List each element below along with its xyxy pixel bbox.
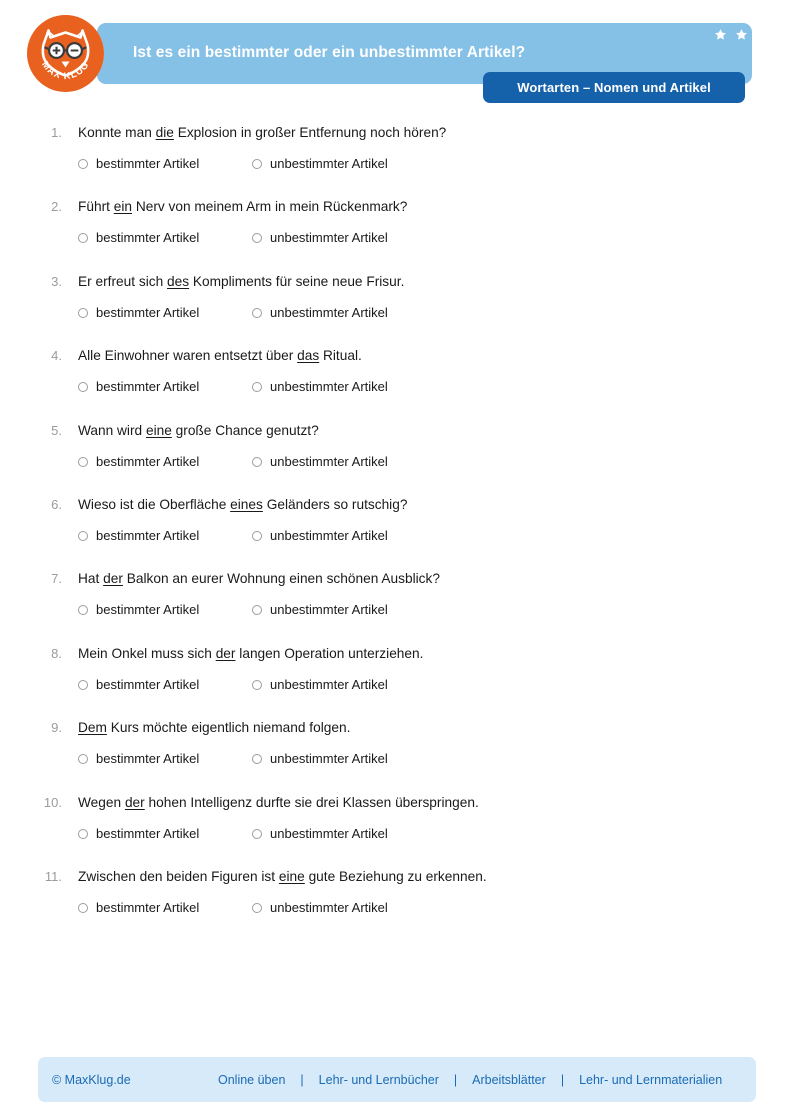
- question-sentence: [78, 792, 764, 814]
- question-line: [0, 345, 794, 367]
- question-item: [0, 345, 794, 397]
- question-item: [0, 494, 794, 546]
- sentence-suffix: Kompliments für seine neue Frisur.: [189, 273, 405, 289]
- question-line: [0, 866, 794, 888]
- footer-links: [216, 1073, 724, 1087]
- question-sentence: [78, 345, 764, 367]
- radio-option-unbestimmter[interactable]: [252, 526, 388, 546]
- sentence-suffix: langen Operation unterziehen.: [235, 645, 424, 661]
- radio-option-bestimmter[interactable]: [78, 452, 199, 472]
- question-number: 3.: [51, 273, 62, 289]
- radio-option-bestimmter[interactable]: [78, 377, 199, 397]
- sentence-prefix: Alle Einwohner waren entsetzt über: [78, 348, 298, 364]
- sentence-prefix: Führt: [78, 199, 114, 215]
- star-rating: [714, 28, 748, 41]
- radio-option-bestimmter[interactable]: [78, 675, 199, 695]
- radio-button[interactable]: [252, 382, 262, 392]
- underlined-article: ein: [113, 199, 133, 215]
- footer-separator: |: [560, 1072, 565, 1087]
- radio-button[interactable]: [78, 233, 88, 243]
- page-header: [0, 0, 794, 118]
- question-item: [0, 717, 794, 769]
- radio-option-unbestimmter[interactable]: [252, 824, 388, 844]
- radio-option-label: bestimmter Artikel: [96, 825, 200, 841]
- sentence-suffix: Explosion in großer Entfernung noch hören?: [173, 125, 447, 140]
- topic-badge-label: Wortarten – Nomen und Artikel: [517, 80, 711, 95]
- radio-option-label: bestimmter Artikel: [96, 527, 200, 543]
- topic-badge: [483, 72, 745, 103]
- answer-options: [0, 452, 794, 472]
- radio-option-label: bestimmter Artikel: [96, 899, 200, 915]
- radio-option-bestimmter[interactable]: [78, 600, 199, 620]
- radio-button[interactable]: [78, 308, 88, 318]
- question-sentence: [78, 420, 764, 442]
- answer-options: [0, 303, 794, 323]
- radio-option-bestimmter[interactable]: [78, 898, 199, 918]
- sentence-prefix: Mein Onkel muss sich: [78, 645, 216, 661]
- answer-options: [0, 675, 794, 695]
- radio-option-label: unbestimmter Artikel: [270, 156, 388, 171]
- question-sentence: [78, 196, 764, 218]
- footer-link[interactable]: Arbeitsblätter: [472, 1072, 546, 1087]
- sentence-prefix: Wann wird: [78, 422, 146, 438]
- maxklug-logo: [27, 15, 104, 92]
- question-sentence: [78, 717, 764, 739]
- radio-button[interactable]: [252, 531, 262, 541]
- radio-option-bestimmter[interactable]: [78, 824, 199, 844]
- question-number: 1.: [51, 125, 62, 140]
- radio-button[interactable]: [78, 754, 88, 764]
- question-line: [0, 122, 794, 144]
- radio-option-label: bestimmter Artikel: [96, 602, 200, 618]
- radio-button[interactable]: [252, 233, 262, 243]
- radio-option-unbestimmter[interactable]: [252, 228, 388, 248]
- question-item: [0, 866, 794, 918]
- question-item: [0, 196, 794, 248]
- radio-option-label: bestimmter Artikel: [96, 156, 200, 171]
- question-sentence: [78, 568, 764, 590]
- answer-options: [0, 600, 794, 620]
- underlined-article: das: [297, 348, 320, 364]
- radio-button[interactable]: [252, 680, 262, 690]
- question-item: [0, 271, 794, 323]
- star-icon: [735, 28, 748, 41]
- radio-option-label: unbestimmter Artikel: [270, 602, 388, 618]
- sentence-prefix: Wieso ist die Oberfläche: [78, 496, 231, 512]
- radio-option-unbestimmter[interactable]: [252, 377, 388, 397]
- sentence-suffix: Kurs möchte eigentlich niemand folgen.: [106, 720, 351, 736]
- answer-options: [0, 228, 794, 248]
- radio-option-unbestimmter[interactable]: [252, 600, 388, 620]
- question-item: [0, 568, 794, 620]
- radio-option-bestimmter[interactable]: [78, 154, 199, 174]
- question-item: [0, 122, 794, 174]
- answer-options: [0, 824, 794, 844]
- radio-option-unbestimmter[interactable]: [252, 452, 388, 472]
- question-sentence: [78, 866, 764, 888]
- radio-button[interactable]: [252, 829, 262, 839]
- radio-button[interactable]: [78, 903, 88, 913]
- sentence-prefix: Konnte man: [78, 125, 156, 140]
- question-line: [0, 494, 794, 516]
- svg-text:MAX KLUG: MAX KLUG: [39, 58, 92, 82]
- radio-option-label: bestimmter Artikel: [96, 676, 200, 692]
- sentence-suffix: hohen Intelligenz durfte sie drei Klassen überspringen.: [144, 794, 479, 810]
- underlined-article: des: [167, 273, 190, 289]
- question-number: 6.: [51, 496, 62, 512]
- sentence-suffix: große Chance genutzt?: [171, 422, 319, 438]
- page-title: Ist es ein bestimmter oder ein unbestimmter Artikel?: [133, 44, 526, 61]
- radio-button[interactable]: [252, 457, 262, 467]
- radio-option-unbestimmter[interactable]: [252, 154, 388, 174]
- radio-button[interactable]: [252, 308, 262, 318]
- sentence-suffix: Geländers so rutschig?: [262, 496, 408, 512]
- radio-option-label: bestimmter Artikel: [96, 304, 200, 320]
- radio-option-label: bestimmter Artikel: [96, 751, 200, 767]
- answer-options: [0, 898, 794, 918]
- question-sentence: [78, 494, 764, 516]
- radio-option-bestimmter[interactable]: [78, 526, 199, 546]
- sentence-suffix: Ritual.: [319, 348, 362, 364]
- question-number: 7.: [51, 571, 62, 587]
- radio-option-unbestimmter[interactable]: [252, 675, 388, 695]
- underlined-article: der: [124, 794, 145, 810]
- question-line: [0, 643, 794, 665]
- underlined-article: eine: [145, 422, 172, 438]
- sentence-prefix: Hat: [78, 571, 104, 587]
- question-number: 2.: [51, 199, 62, 215]
- answer-options: [0, 377, 794, 397]
- question-number: 5.: [51, 422, 62, 438]
- footer-link[interactable]: Online üben: [218, 1072, 286, 1087]
- question-line: [0, 196, 794, 218]
- answer-options: [0, 526, 794, 546]
- radio-button[interactable]: [78, 159, 88, 169]
- question-line: [0, 271, 794, 293]
- radio-option-unbestimmter[interactable]: [252, 898, 388, 918]
- radio-button[interactable]: [78, 605, 88, 615]
- question-line: [0, 420, 794, 442]
- footer-separator: |: [300, 1072, 304, 1087]
- question-number: 10.: [43, 794, 62, 810]
- question-sentence: [78, 271, 764, 293]
- radio-button[interactable]: [78, 531, 88, 541]
- radio-option-label: unbestimmter Artikel: [270, 230, 388, 246]
- answer-options: [0, 154, 794, 174]
- copyright-label: © MaxKlug.de: [52, 1072, 131, 1087]
- radio-button[interactable]: [78, 457, 88, 467]
- question-sentence: [78, 122, 764, 144]
- radio-button[interactable]: [78, 829, 88, 839]
- radio-option-label: unbestimmter Artikel: [270, 304, 388, 320]
- radio-option-label: unbestimmter Artikel: [270, 676, 388, 692]
- radio-button[interactable]: [252, 754, 262, 764]
- radio-button[interactable]: [252, 605, 262, 615]
- radio-button[interactable]: [78, 382, 88, 392]
- radio-button[interactable]: [78, 680, 88, 690]
- sentence-prefix: Zwischen den beiden Figuren ist: [78, 868, 279, 884]
- footer-link[interactable]: Lehr- und Lernbücher: [318, 1072, 439, 1087]
- question-item: [0, 420, 794, 472]
- worksheet-questions: [0, 122, 794, 940]
- underlined-article: die: [155, 125, 174, 140]
- sentence-suffix: Nerv von meinem Arm in mein Rückenmark?: [132, 199, 408, 215]
- question-number: 8.: [51, 645, 62, 661]
- radio-option-label: unbestimmter Artikel: [270, 751, 388, 767]
- radio-option-label: unbestimmter Artikel: [270, 379, 388, 395]
- page-footer: [38, 1057, 756, 1102]
- radio-button[interactable]: [252, 903, 262, 913]
- radio-option-unbestimmter[interactable]: [252, 303, 388, 323]
- radio-option-label: bestimmter Artikel: [96, 379, 200, 395]
- footer-separator: |: [453, 1072, 458, 1087]
- radio-button[interactable]: [252, 159, 262, 169]
- underlined-article: eine: [278, 868, 305, 884]
- sentence-prefix: Er erfreut sich: [78, 273, 167, 289]
- question-item: [0, 792, 794, 844]
- question-line: [0, 792, 794, 814]
- radio-option-label: unbestimmter Artikel: [270, 899, 388, 915]
- radio-option-bestimmter[interactable]: [78, 303, 199, 323]
- footer-link[interactable]: Lehr- und Lernmaterialien: [579, 1072, 723, 1087]
- answer-options: [0, 749, 794, 769]
- question-sentence: [78, 643, 764, 665]
- underlined-article: der: [103, 571, 123, 587]
- question-number: 9.: [51, 720, 62, 736]
- sentence-suffix: gute Beziehung zu erkennen.: [304, 868, 487, 884]
- underlined-article: der: [215, 645, 236, 661]
- sentence-suffix: Balkon an eurer Wohnung einen schönen Ausblick?: [122, 571, 440, 587]
- question-line: [0, 717, 794, 739]
- radio-option-unbestimmter[interactable]: [252, 749, 388, 769]
- question-line: [0, 568, 794, 590]
- question-number: 4.: [51, 348, 62, 364]
- star-icon: [714, 28, 727, 41]
- radio-option-label: unbestimmter Artikel: [270, 527, 388, 543]
- underlined-article: eines: [230, 496, 263, 512]
- fox-face-with-glasses-icon: [27, 15, 104, 92]
- radio-option-bestimmter[interactable]: [78, 228, 199, 248]
- underlined-article: Dem: [78, 720, 107, 736]
- question-item: [0, 643, 794, 695]
- radio-option-label: bestimmter Artikel: [96, 453, 200, 469]
- sentence-prefix: Wegen: [78, 794, 125, 810]
- radio-option-bestimmter[interactable]: [78, 749, 199, 769]
- question-number: 11.: [44, 868, 62, 884]
- radio-option-label: unbestimmter Artikel: [270, 825, 388, 841]
- radio-option-label: bestimmter Artikel: [96, 230, 200, 246]
- radio-option-label: unbestimmter Artikel: [270, 453, 388, 469]
